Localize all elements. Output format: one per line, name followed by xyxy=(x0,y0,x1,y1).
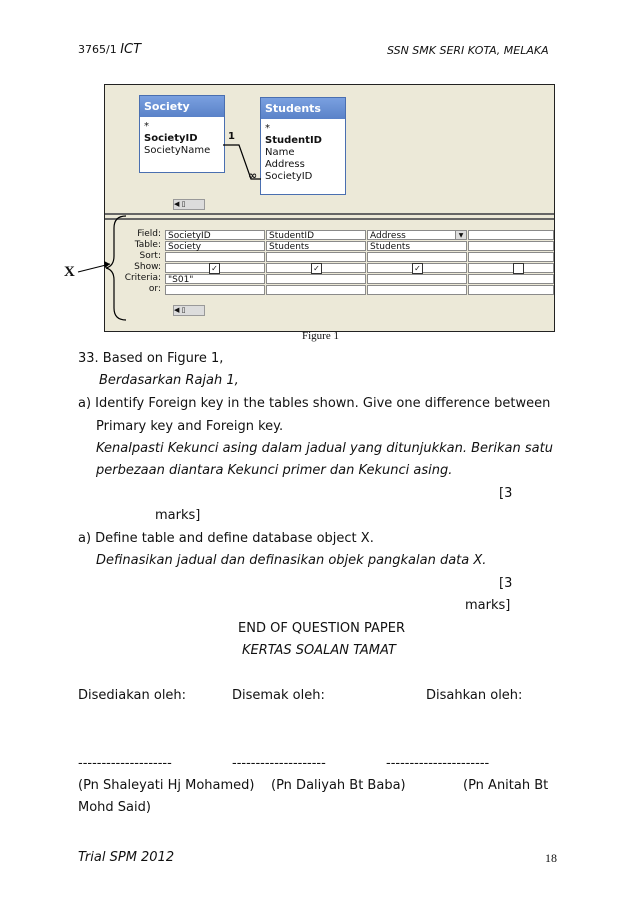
grid-or-1[interactable] xyxy=(165,285,265,295)
grid-sort-1[interactable] xyxy=(165,252,265,262)
signatory-name-2: (Pn Daliyah Bt Baba) xyxy=(271,778,406,793)
row-label-criteria: Criteria: xyxy=(124,273,161,283)
grid-or-4[interactable] xyxy=(468,285,554,295)
students-field-name: Name xyxy=(265,147,295,158)
row-label-table: Table: xyxy=(134,240,161,250)
header-code: 3765/1 ICT xyxy=(78,42,142,57)
row-label-or: or: xyxy=(148,284,161,294)
question-a1-en-2: Primary key and Foreign key. xyxy=(96,419,284,434)
question-intro: 33. Based on Figure 1, xyxy=(78,351,224,366)
grid-table-1[interactable]: Society xyxy=(165,241,265,251)
signature-line-1: -------------------- xyxy=(78,756,172,771)
grid-criteria-3[interactable] xyxy=(367,274,467,284)
grid-table-4[interactable] xyxy=(468,241,554,251)
signatory-name-3-cont: Mohd Said) xyxy=(78,800,151,815)
grid-table-2[interactable]: Students xyxy=(266,241,366,251)
society-table-title: Society xyxy=(140,96,224,117)
society-field-id: SocietyID xyxy=(144,133,198,144)
end-of-paper-ms: KERTAS SOALAN TAMAT xyxy=(242,643,396,658)
relationship-line xyxy=(105,85,554,215)
students-field-all: * xyxy=(265,123,270,134)
question-a2-en: a) Define table and define database object X. xyxy=(78,531,374,546)
row-label-field: Field: xyxy=(137,229,161,239)
grid-field-4[interactable] xyxy=(468,230,554,240)
brace-arrow xyxy=(76,214,136,324)
signature-line-2: -------------------- xyxy=(232,756,326,771)
figure-caption: Figure 1 xyxy=(302,330,339,342)
scroll-left-icon[interactable]: ◀ ▯ xyxy=(173,199,205,210)
relation-many-label: ∞ xyxy=(248,169,258,182)
checked-by-label: Disemak oleh: xyxy=(232,688,325,703)
students-field-id: StudentID xyxy=(265,135,322,146)
question-a1-ms-1: Kenalpasti Kekunci asing dalam jadual yang ditunjukkan. Berikan satu xyxy=(96,441,553,456)
question-a1-marks-2: marks] xyxy=(155,508,201,523)
question-a2-marks-1: [3 xyxy=(499,576,513,591)
grid-field-1[interactable]: SocietyID xyxy=(165,230,265,240)
students-field-societyid: SocietyID xyxy=(265,171,313,182)
signatory-name-3: (Pn Anitah Bt xyxy=(463,778,549,793)
question-a1-ms-2: perbezaan diantara Kekunci primer dan Kekunci asing. xyxy=(96,463,453,478)
query-design-figure xyxy=(104,84,555,332)
relation-one-label: 1 xyxy=(228,131,235,142)
question-a1-en-1: a) Identify Foreign key in the tables shown. Give one difference between xyxy=(78,396,551,411)
grid-or-3[interactable] xyxy=(367,285,467,295)
grid-or-2[interactable] xyxy=(266,285,366,295)
row-label-show: Show: xyxy=(134,262,161,272)
grid-scroll-left-icon[interactable]: ◀ ▯ xyxy=(173,305,205,316)
grid-field-3[interactable] xyxy=(367,230,467,240)
society-field-all: * xyxy=(144,121,149,132)
grid-sort-3[interactable] xyxy=(367,252,467,262)
prepared-by-label: Disediakan oleh: xyxy=(78,688,187,703)
grid-table-3[interactable]: Students xyxy=(367,241,467,251)
question-intro-ms: Berdasarkan Rajah 1, xyxy=(99,373,239,388)
question-a2-ms: Definasikan jadual dan definasikan objek pangkalan data X. xyxy=(96,553,487,568)
show-checkbox-4[interactable] xyxy=(513,263,524,274)
society-field-name: SocietyName xyxy=(144,145,211,156)
grid-sort-4[interactable] xyxy=(468,252,554,262)
show-checkbox-1[interactable]: ✓ xyxy=(209,263,220,274)
end-of-paper: END OF QUESTION PAPER xyxy=(238,621,405,636)
signature-line-3: ---------------------- xyxy=(386,756,490,771)
approved-by-label: Disahkan oleh: xyxy=(426,688,523,703)
students-field-address: Address xyxy=(265,159,305,170)
dropdown-arrow-icon[interactable]: ▼ xyxy=(455,231,466,239)
header-school: SSN SMK SERI KOTA, MELAKA xyxy=(387,44,549,57)
grid-criteria-4[interactable] xyxy=(468,274,554,284)
students-table-title: Students xyxy=(261,98,345,119)
signatory-name-1: (Pn Shaleyati Hj Mohamed) xyxy=(78,778,255,793)
query-grid xyxy=(105,215,554,331)
grid-sort-2[interactable] xyxy=(266,252,366,262)
page-number: 18 xyxy=(545,851,557,865)
grid-show-cell-4 xyxy=(468,263,554,273)
footer-title: Trial SPM 2012 xyxy=(78,850,175,865)
row-label-sort: Sort: xyxy=(139,251,161,261)
question-a2-marks-2: marks] xyxy=(465,598,511,613)
grid-criteria-2[interactable] xyxy=(266,274,366,284)
show-checkbox-2[interactable]: ✓ xyxy=(311,263,322,274)
label-x: X xyxy=(64,264,75,280)
grid-field-2[interactable]: StudentID xyxy=(266,230,366,240)
header-subject: ICT xyxy=(120,42,142,57)
question-a1-marks-1: [3 xyxy=(499,486,513,501)
grid-criteria-1[interactable]: "S01" xyxy=(165,274,265,284)
grid-field-3-value: Address xyxy=(370,231,406,241)
show-checkbox-3[interactable]: ✓ xyxy=(412,263,423,274)
